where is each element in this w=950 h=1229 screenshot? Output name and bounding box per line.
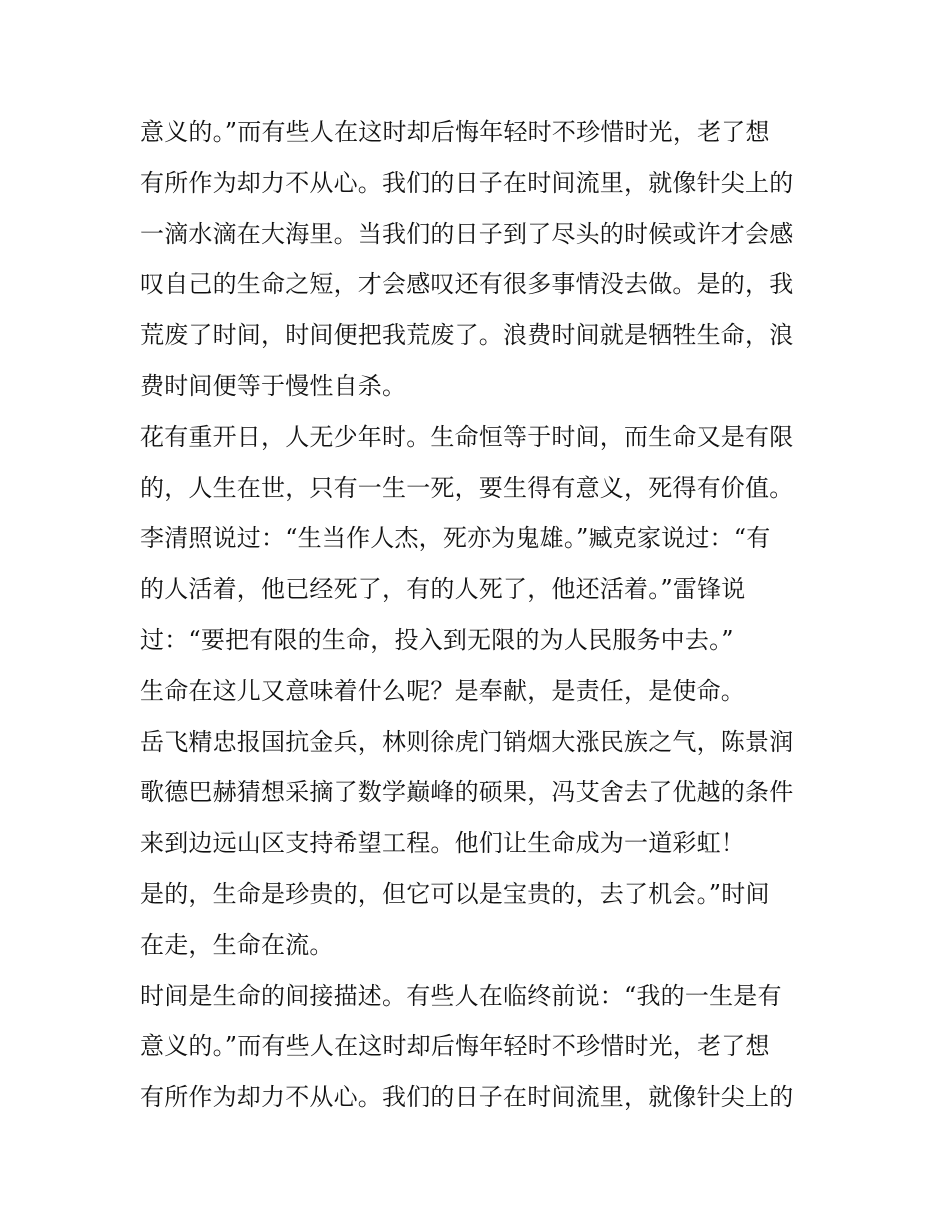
text-line: 来到边远山区支持希望工程。他们让生命成为一道彩虹！ [140,829,745,858]
text-line: 过：“要把有限的生命，投入到无限的为人民服务中去。” [140,625,734,654]
text-line: 叹自己的生命之短，才会感叹还有很多事情没去做。是的，我 [140,270,794,299]
document-body [140,107,830,1123]
text-line: 李清照说过：“生当作人杰，死亦为鬼雄。”臧克家说过：“有 [140,524,771,553]
text-line: 花有重开日，人无少年时。生命恒等于时间，而生命又是有限 [140,422,794,451]
text-line: 时间是生命的间接描述。有些人在临终前说：“我的一生是有 [140,981,782,1010]
text-line: 的人活着，他已经死了，有的人死了，他还活着。”雷锋说 [140,575,746,604]
text-line: 一滴水滴在大海里。当我们的日子到了尽头的时候或许才会感 [140,219,794,248]
text-line: 生命在这儿又意味着什么呢？是奉献，是责任，是使命。 [140,676,745,705]
text-line: 在走，生命在流。 [140,930,334,959]
text-line: 的，人生在世，只有一生一死，要生得有意义，死得有价值。 [140,473,794,502]
text-line: 意义的。”而有些人在这时却后悔年轻时不珍惜时光，老了想 [140,118,770,146]
text-line: 歌德巴赫猜想采摘了数学巅峰的硕果，冯艾舍去了优越的条件 [140,778,794,807]
text-line: 意义的。”而有些人在这时却后悔年轻时不珍惜时光，老了想 [140,1032,770,1061]
text-line: 有所作为却力不从心。我们的日子在时间流里，就像针尖上的 [140,168,794,197]
text-line: 有所作为却力不从心。我们的日子在时间流里，就像针尖上的 [140,1083,794,1112]
text-line: 是的，生命是珍贵的，但它可以是宝贵的，去了机会。”时间 [140,879,770,908]
text-line: 荒废了时间，时间便把我荒废了。浪费时间就是牺牲生命，浪 [140,321,794,350]
text-line: 费时间便等于慢性自杀。 [140,371,407,400]
text-line: 岳飞精忠报国抗金兵，林则徐虎门销烟大涨民族之气，陈景润 [140,727,794,756]
